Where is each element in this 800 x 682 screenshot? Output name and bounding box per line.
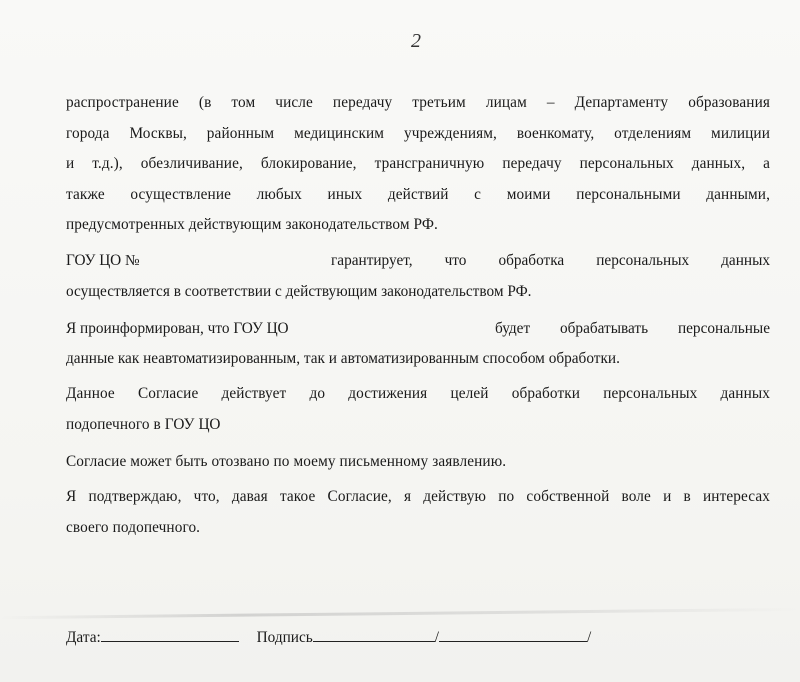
signature-separator-end: / [587,629,592,646]
paragraph-informed-line1 [66,320,289,338]
informed-lead: Я проинформирован, что ГОУ ЦО [66,320,289,337]
text-line: Согласие может быть отозвано по моему письменному заявлению. [66,453,507,470]
org-label: ГОУ ЦО № [66,252,140,269]
paragraph-confirmation [66,482,770,543]
name-field[interactable] [439,627,587,642]
signature-label: Подпись [256,629,313,646]
paragraph-revocation [66,447,770,478]
date-label: Дата: [66,629,101,646]
guarantee-tail [331,252,770,270]
text-line: города Москвы, районным медицинским учреждениям, военкомату, отделениям милиции [66,124,770,142]
text-line: Данное Согласие действует до достижения целей обработки персональных данных [66,385,770,402]
text-line: и т.д.), обезличивание, блокирование, трансграничную передачу персональных данных, а [66,155,770,172]
text-line: подопечного в ГОУ ЦО [66,415,221,433]
page-number: 2 [411,30,421,52]
text-line: распространение (в том числе передачу третьим лицам – Департаменту образования [66,94,770,111]
informed-text: будет обрабатывать персональные [495,320,770,337]
paragraph-consent-scope [66,88,770,241]
signature-row [66,627,591,647]
text-line: предусмотренных действующим законодательством РФ. [66,216,438,233]
date-field[interactable] [101,627,239,642]
signature-separator: / [434,629,440,646]
paragraph-guarantee-line1 [66,252,140,270]
paragraph-guarantee-line2: осуществляется в соответствии с действующим законодательством РФ. [66,283,532,300]
paragraph-validity [66,379,770,440]
paragraph-informed-line2: данные как неавтоматизированным, так и автоматизированным способом обработки. [66,350,620,367]
guarantee-text: гарантирует, что обработка персональных данных [331,252,770,269]
text-line: Я подтверждаю, что, давая такое Согласие, я действую по собственной воле и в интересах [66,488,770,505]
text-line: своего подопечного. [66,518,201,536]
informed-tail [495,320,770,338]
text-line: также осуществление любых иных действий с моими персональными данными, [66,185,770,203]
paper-fold [0,608,800,619]
signature-field[interactable] [313,627,435,642]
